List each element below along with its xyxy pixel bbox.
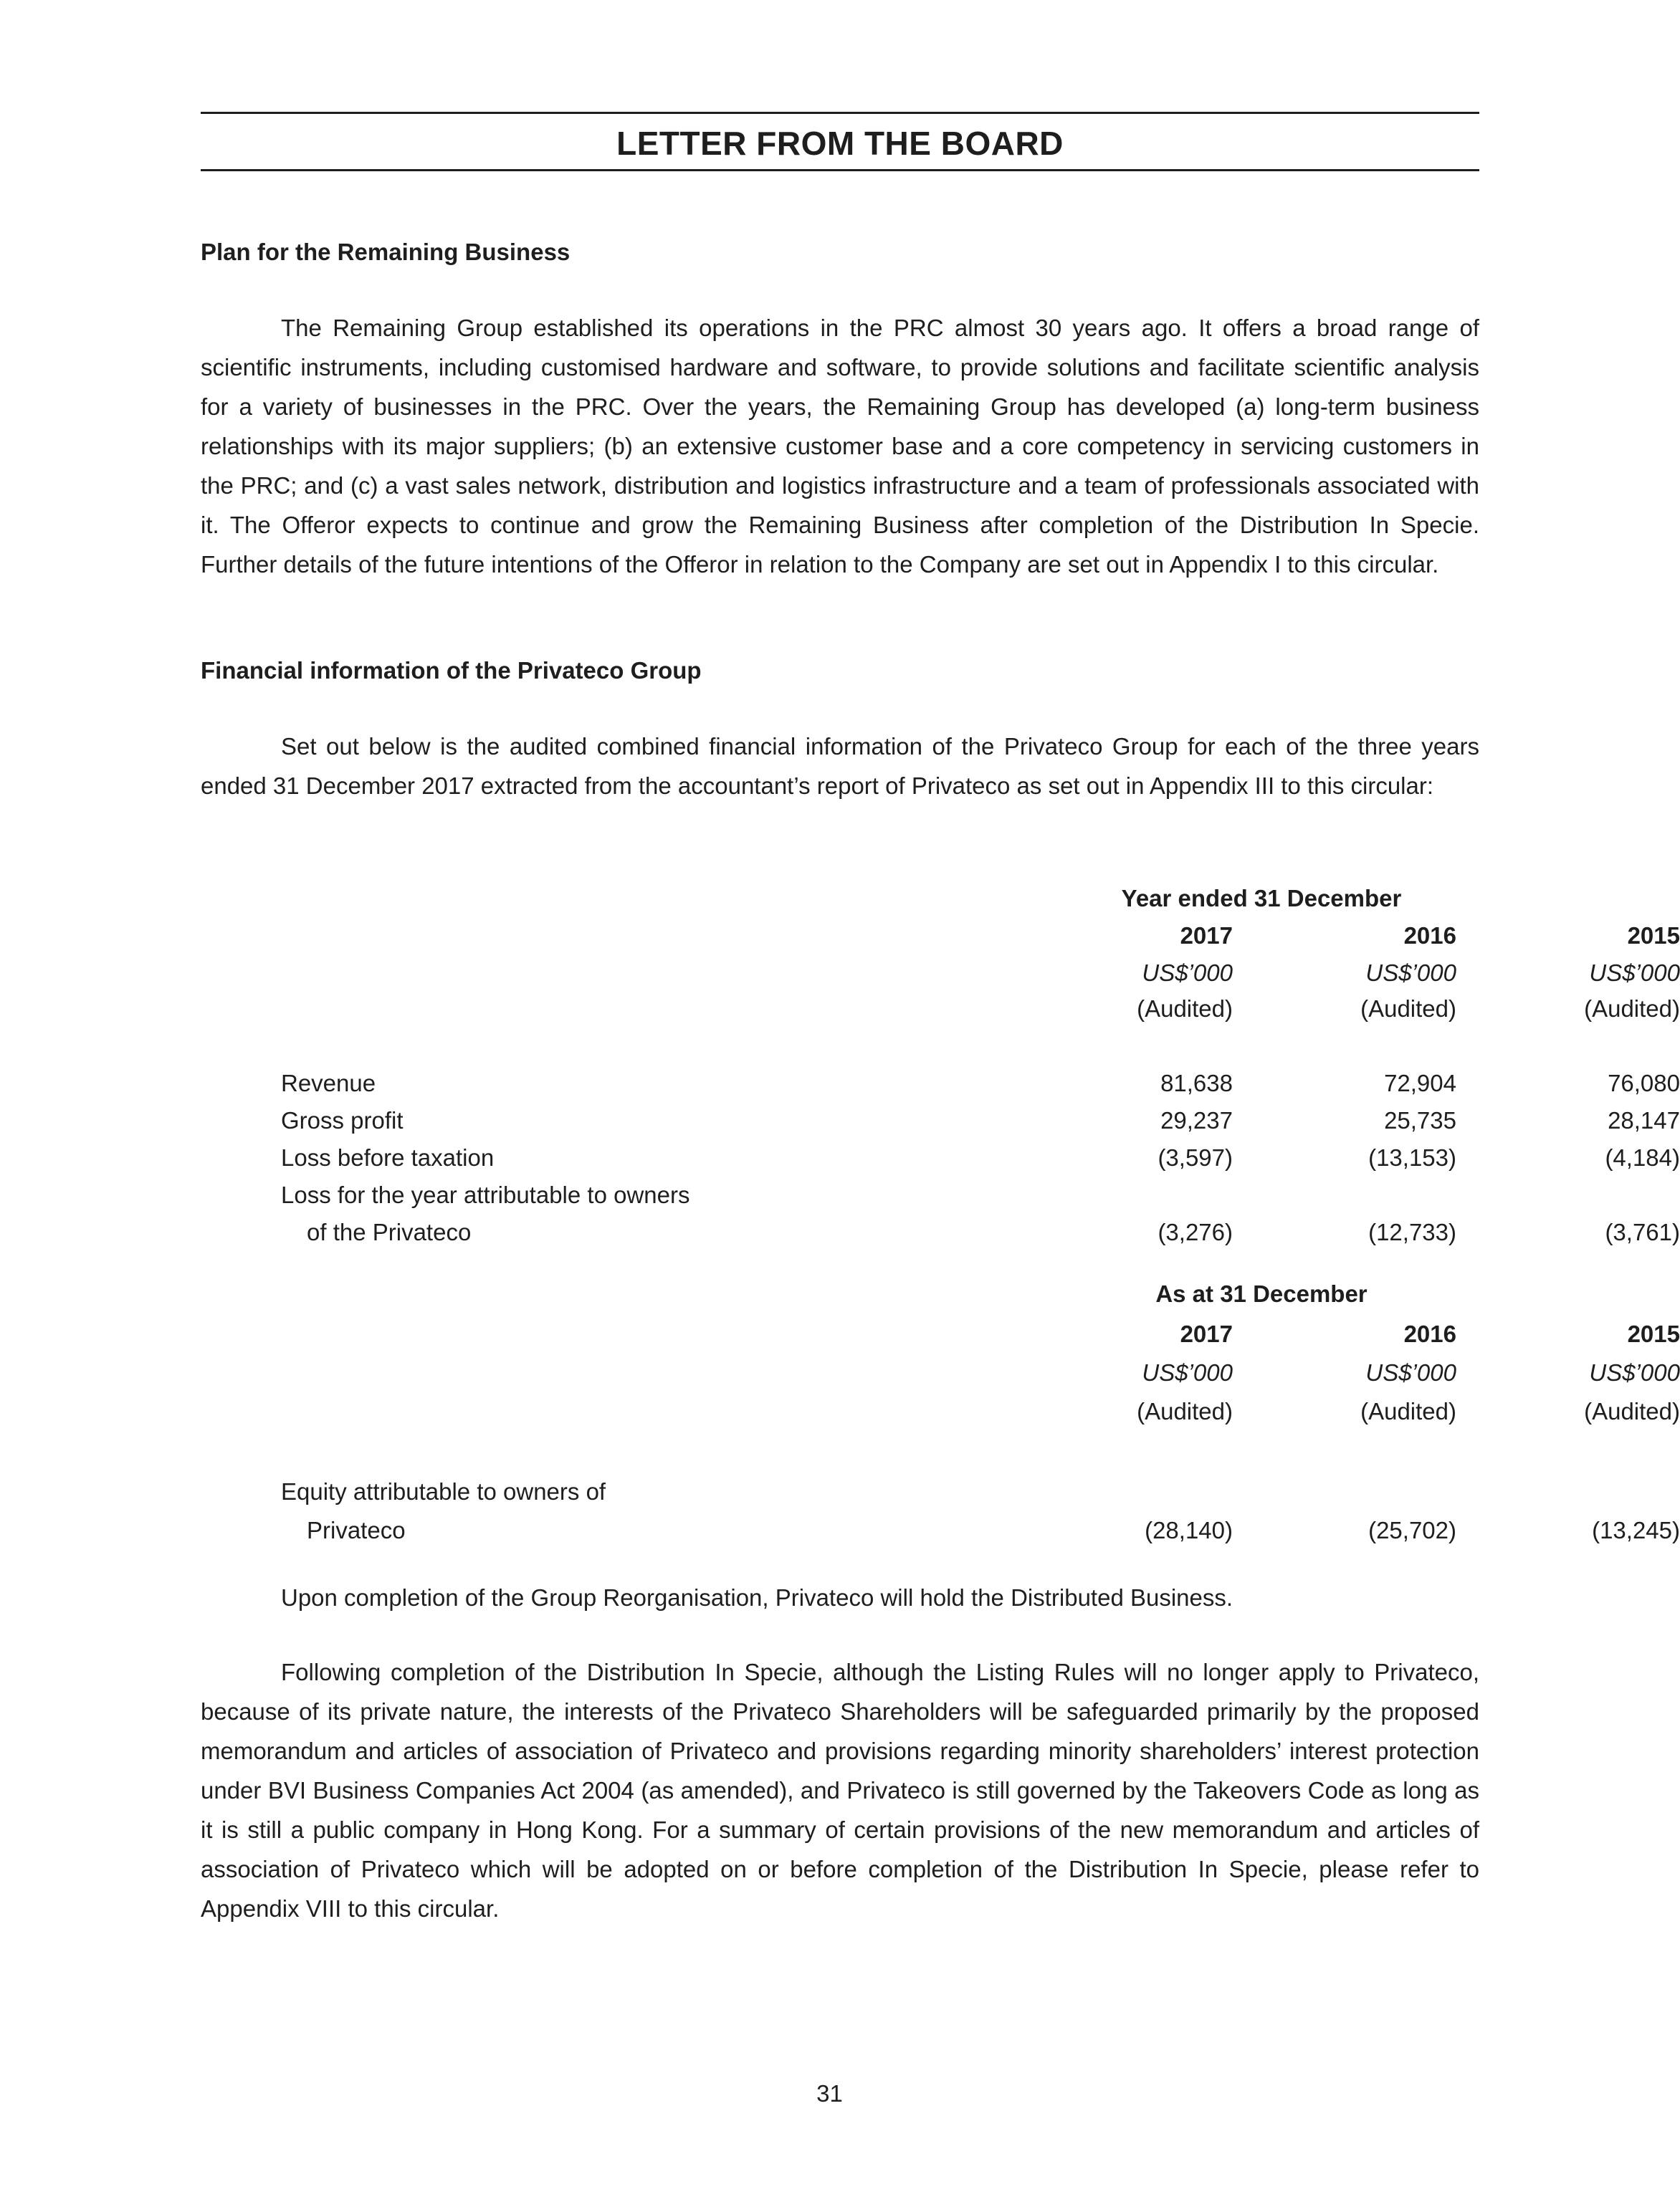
paragraph-remaining-business — [201, 308, 1479, 584]
year-header: 2017 — [1180, 1321, 1233, 1347]
value-cell: 25,735 — [1384, 1107, 1456, 1134]
period-header: Year ended 31 December — [1121, 885, 1402, 911]
year-header: 2017 — [1180, 922, 1233, 949]
row-label: Equity attributable to owners of — [281, 1478, 606, 1505]
year-header: 2015 — [1627, 922, 1680, 949]
paragraph-group-reorganisation: Upon completion of the Group Reorganisation, Privateco will hold the Distributed Business. — [281, 1584, 1233, 1611]
header-bottom-rule — [201, 169, 1479, 171]
table-row-revenue — [201, 1065, 1680, 1102]
audit-status: (Audited) — [1584, 995, 1680, 1022]
section-heading-remaining-business: Plan for the Remaining Business — [201, 239, 571, 265]
value-cell: (3,597) — [1158, 1144, 1233, 1171]
table-unit-row — [201, 954, 1680, 992]
table-period-header-row — [201, 1275, 1491, 1313]
year-header: 2015 — [1627, 1321, 1680, 1347]
audit-status: (Audited) — [1137, 995, 1233, 1022]
row-label-continuation: of the Privateco — [307, 1219, 472, 1245]
audit-status: (Audited) — [1137, 1398, 1233, 1425]
value-cell: 28,147 — [1608, 1107, 1680, 1134]
row-label: Gross profit — [281, 1107, 404, 1134]
row-label: Loss for the year attributable to owners — [281, 1182, 690, 1208]
value-cell: 29,237 — [1160, 1107, 1233, 1134]
table-year-row — [201, 1316, 1680, 1353]
table-row-equity — [201, 1512, 1680, 1549]
unit-header: US$’000 — [1589, 1359, 1680, 1386]
unit-header: US$’000 — [1142, 959, 1233, 986]
unit-header: US$’000 — [1142, 1359, 1233, 1386]
table-row-loss-for-year — [201, 1214, 1680, 1251]
year-header: 2016 — [1403, 922, 1456, 949]
period-header: As at 31 December — [1155, 1280, 1368, 1307]
header-top-rule — [201, 112, 1479, 114]
value-cell: (13,245) — [1592, 1517, 1680, 1543]
table-row-loss-for-year-label — [201, 1177, 1491, 1214]
table-period-header-row — [201, 880, 1491, 917]
row-label: Loss before taxation — [281, 1144, 495, 1171]
value-cell: (13,153) — [1368, 1144, 1456, 1171]
unit-header: US$’000 — [1589, 959, 1680, 986]
audit-status: (Audited) — [1360, 1398, 1456, 1425]
section-heading-financial-information: Financial information of the Privateco Group — [201, 657, 702, 684]
unit-header: US$’000 — [1365, 959, 1456, 986]
value-cell: (3,276) — [1158, 1219, 1233, 1245]
audit-status: (Audited) — [1360, 995, 1456, 1022]
value-cell: 72,904 — [1384, 1070, 1456, 1096]
paragraph-text: Set out below is the audited combined financial information of the Privateco Group for each of the three years ended 31 December 2017 extracted from the accountant’s report of Privateco as set out in Appendix III to this circular: — [201, 733, 1479, 799]
table-row-equity-label — [201, 1473, 1491, 1510]
value-cell: (3,761) — [1605, 1219, 1680, 1245]
table-status-row — [201, 990, 1680, 1028]
paragraph-text: Following completion of the Distribution In Specie, although the Listing Rules will no longer apply to Privateco, because of its private nature, the interests of the Privateco Shareholders will be safeguarded primarily by the proposed memorandum and articles of association of Privateco and provisions regarding minority shareholders’ interest protection under BVI Business Companies Act 2004 (as amended), and Privateco is still governed by the Takeovers Code as long as it is still a public company in Hong Kong. For a summary of certain provisions of the new memorandum and articles of association of Privateco which will be adopted on or before completion of the Distribution In Specie, please refer to Appendix VIII to this circular. — [201, 1659, 1479, 1922]
value-cell: (25,702) — [1368, 1517, 1456, 1543]
value-cell: 76,080 — [1608, 1070, 1680, 1096]
table-unit-row — [201, 1354, 1680, 1392]
paragraph-text: The Remaining Group established its operations in the PRC almost 30 years ago. It offers a broad range of scientific instruments, including customised hardware and software, to provide solutions and facilitate scientific analysis for a variety of businesses in the PRC. Over the years, the Remaining Group has developed (a) long-term business relationships with its major suppliers; (b) an extensive customer base and a core competency in servicing customers in the PRC; and (c) a vast sales network, distribution and logistics infrastructure and a team of professionals associated with it. The Offeror expects to continue and grow the Remaining Business after completion of the Distribution In Specie. Further details of the future intentions of the Offeror in relation to the Company are set out in Appendix I to this circular. — [201, 315, 1479, 578]
row-label-continuation: Privateco — [307, 1517, 406, 1543]
table-row-loss-before-taxation — [201, 1139, 1680, 1177]
page-header-title: LETTER FROM THE BOARD — [616, 125, 1064, 162]
table-status-row — [201, 1393, 1680, 1430]
value-cell: (12,733) — [1368, 1219, 1456, 1245]
year-header: 2016 — [1403, 1321, 1456, 1347]
table-year-row — [201, 917, 1680, 954]
page-number: 31 — [816, 2080, 843, 2107]
paragraph-financial-intro — [201, 727, 1479, 805]
audit-status: (Audited) — [1584, 1398, 1680, 1425]
value-cell: (28,140) — [1145, 1517, 1233, 1543]
unit-header: US$’000 — [1365, 1359, 1456, 1386]
row-label: Revenue — [281, 1070, 376, 1096]
value-cell: (4,184) — [1605, 1144, 1680, 1171]
table-row-gross-profit — [201, 1102, 1680, 1139]
value-cell: 81,638 — [1160, 1070, 1233, 1096]
paragraph-distribution-in-specie — [201, 1652, 1479, 1928]
